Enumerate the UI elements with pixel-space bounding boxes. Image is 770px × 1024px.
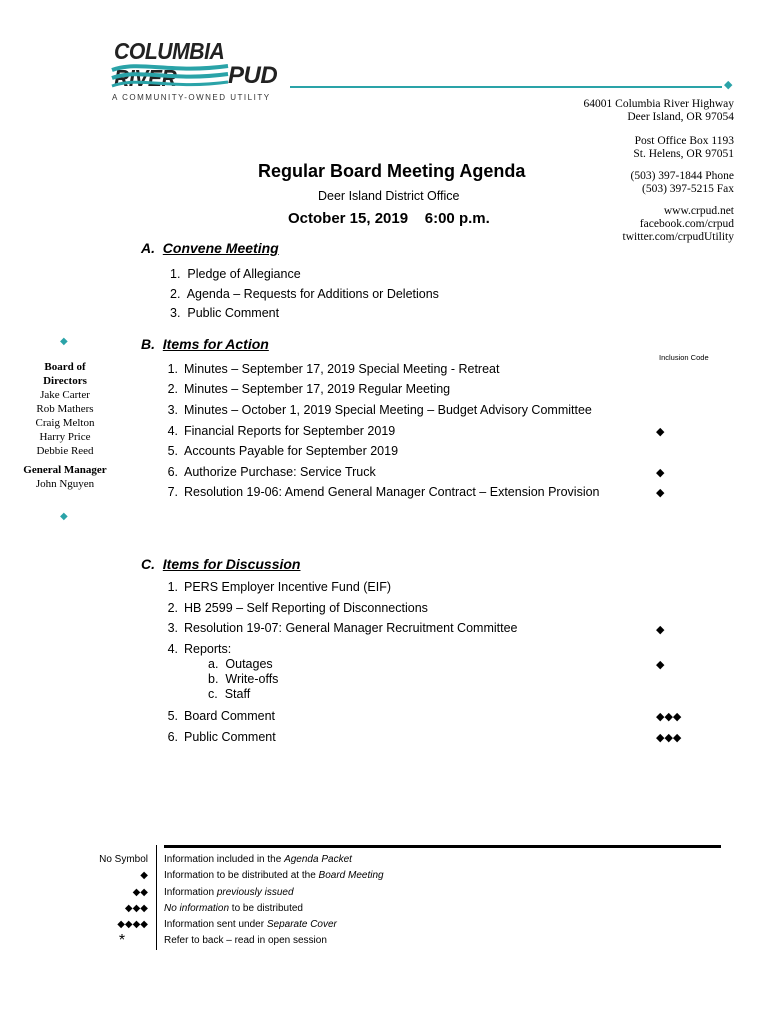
gm-heading: General Manager [23, 464, 107, 476]
board-member: Jake Carter [40, 389, 90, 401]
address-twitter: twitter.com/crpudUtility [622, 231, 734, 243]
section-c-letter: C. [141, 556, 155, 572]
section-b-title: Items for Action [162, 336, 269, 352]
address-po-city: St. Helens, OR 97051 [633, 148, 734, 160]
section-b-heading [141, 336, 269, 352]
agenda-title: Regular Board Meeting Agenda [258, 161, 526, 181]
legend-text: Information to be distributed at the Board Meeting [164, 870, 384, 882]
legend-text: No information to be distributed [164, 902, 303, 914]
list-item: 1. Pledge of Allegiance [170, 267, 301, 281]
legend-symbol: ◆◆ [132, 886, 148, 898]
inclusion-code: ◆ [656, 487, 665, 499]
diamond-icon: ◆ [724, 79, 733, 91]
section-b-letter: B. [141, 336, 155, 352]
list-item: 4. Financial Reports for September 2019 [167, 424, 396, 438]
legend-symbol: No Symbol [99, 854, 148, 865]
board-heading-1: Board of [44, 361, 86, 373]
legend-symbols [84, 852, 148, 949]
section-a-letter: A. [141, 240, 155, 256]
list-item: 7. Resolution 19-06: Amend General Manager Contract – Extension Provision [167, 485, 600, 499]
address-block [534, 98, 734, 244]
list-item: 4. Reports: [167, 642, 232, 656]
meeting-datetime [288, 210, 490, 227]
list-item: 5. Accounts Payable for September 2019 [167, 444, 399, 458]
list-item: 5. Board Comment [167, 709, 276, 723]
inclusion-code: ◆ [656, 659, 665, 671]
meeting-location: Deer Island District Office [318, 189, 460, 203]
legend-symbol: * [118, 932, 126, 950]
section-a-list [170, 265, 439, 324]
meeting-time: 6:00 p.m. [424, 210, 490, 227]
section-a-title: Convene Meeting [162, 240, 279, 256]
logo-wave-icon [110, 60, 230, 90]
board-heading-2: Directors [43, 375, 87, 387]
legend-text: Information sent under Separate Cover [164, 919, 337, 931]
section-c-heading [141, 556, 300, 572]
sub-list-item: a. Outages [208, 657, 273, 671]
legend-symbol: ◆◆◆ [124, 902, 148, 914]
list-item: 3. Public Comment [170, 306, 280, 320]
address-phone: (503) 397-1844 Phone [630, 170, 734, 182]
inclusion-code: ◆ [656, 624, 665, 636]
inclusion-code: ◆◆◆ [656, 732, 682, 744]
address-web: www.crpud.net [663, 205, 734, 217]
list-item: 3. Minutes – October 1, 2019 Special Meeting – Budget Advisory Committee [167, 403, 592, 417]
list-item: 6. Authorize Purchase: Service Truck [167, 465, 376, 479]
legend-rule [164, 845, 721, 848]
list-item: 2. Minutes – September 17, 2019 Regular Meeting [167, 382, 451, 396]
board-member: Craig Melton [35, 417, 95, 429]
legend-symbol: ◆ [140, 870, 148, 882]
legend-text: Information included in the Agenda Packet [164, 854, 352, 865]
list-item: 2. Agenda – Requests for Additions or Deletions [170, 286, 439, 301]
gm-name: John Nguyen [35, 478, 95, 490]
address-street: 64001 Columbia River Highway [583, 98, 734, 110]
legend-descriptions [164, 852, 384, 950]
logo-line2: PUD [228, 62, 278, 89]
address-facebook: facebook.com/crpud [639, 218, 734, 230]
legend-symbol: ◆◆◆◆ [117, 919, 148, 931]
list-item: 3. Resolution 19-07: General Manager Recruitment Committee [167, 621, 518, 635]
logo-line1: COLUMBIA RIVER [114, 38, 224, 91]
address-fax: (503) 397-5215 Fax [642, 183, 734, 195]
inclusion-code-label: Inclusion Code [659, 353, 709, 362]
list-item: 1. Minutes – September 17, 2019 Special Meeting - Retreat [167, 362, 500, 376]
section-c-title: Items for Discussion [162, 556, 301, 572]
address-po: Post Office Box 1193 [634, 135, 734, 147]
logo-tagline: A COMMUNITY-OWNED UTILITY [112, 93, 271, 102]
list-item: 2. HB 2599 – Self Reporting of Disconnections [167, 601, 428, 615]
sub-list-item: b. Write-offs [208, 672, 279, 686]
board-member: Rob Mathers [36, 403, 94, 415]
board-sidebar [14, 360, 116, 491]
meeting-date: October 15, 2019 [288, 210, 409, 227]
section-a-heading [141, 240, 279, 256]
legend-divider [156, 845, 157, 950]
inclusion-code: ◆ [656, 467, 665, 479]
sidebar-top-diamond-icon: ◆ [60, 336, 68, 347]
legend-text: Information previously issued [164, 886, 294, 898]
board-member: Debbie Reed [36, 445, 94, 457]
list-item: 1. PERS Employer Incentive Fund (EIF) [167, 580, 392, 594]
inclusion-code: ◆ [656, 426, 665, 438]
legend-text: Refer to back – read in open session [164, 935, 327, 947]
header-rule [290, 86, 722, 88]
inclusion-code: ◆◆◆ [656, 711, 682, 723]
sidebar-bottom-diamond-icon: ◆ [60, 511, 68, 522]
address-city: Deer Island, OR 97054 [627, 111, 734, 123]
list-item: 6. Public Comment [167, 730, 276, 744]
board-member: Harry Price [39, 431, 91, 443]
sub-list-item: c. Staff [208, 687, 251, 701]
